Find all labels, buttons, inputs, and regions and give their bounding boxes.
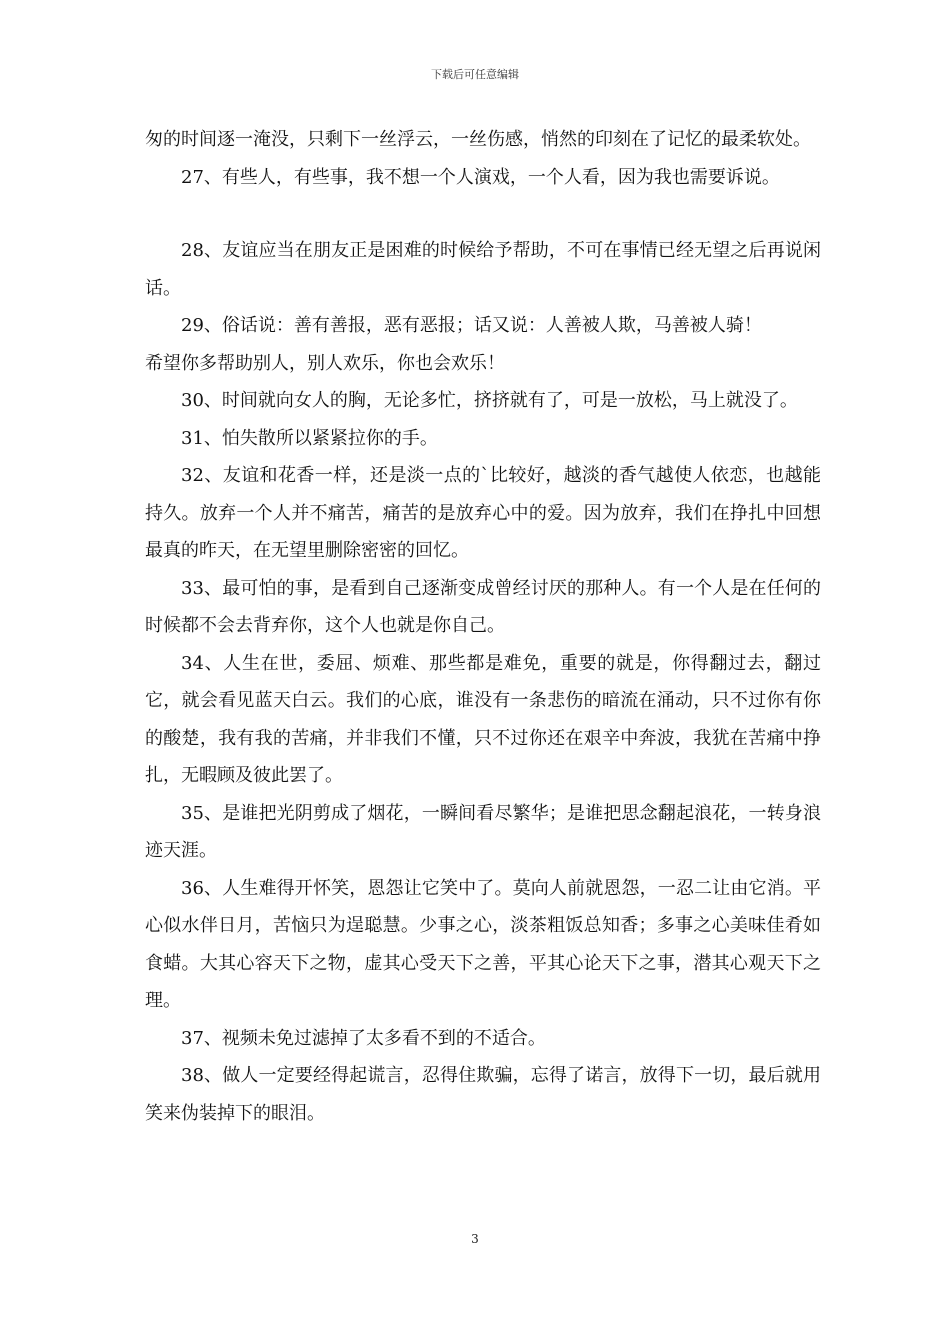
paragraph-29-continuation: 希望你多帮助别人，别人欢乐，你也会欢乐！ [145,352,505,374]
paragraph-28: 28、友谊应当在朋友正是困难的时候给予帮助，不可在事情已经无望之后再说闲话。 [145,240,821,299]
paragraph-33: 33、最可怕的事，是看到自己逐渐变成曾经讨厌的那种人。有一个人是在任何的时候都不会去背弃你，这个人也就是你自己。 [145,577,821,636]
paragraph-36: 36、人生难得开怀笑，恩怨让它笑中了。莫向人前就恩怨，一忍二让由它消。平心似水伴日月，苦恼只为逞聪慧。少事之心，淡茶粗饭总知香；多事之心美味佳肴如食蜡。大其心容天下之物，虚其心受天下之善，平其心论天下之事，潜其心观天下之理。 [145,877,821,1011]
paragraph-31: 31、怕失散所以紧紧拉你的手。 [181,427,438,449]
paragraph-34: 34、人生在世，委屈、烦难、那些都是难免，重要的就是，你得翻过去，翻过它，就会看见蓝天白云。我们的心底，谁没有一条悲伤的暗流在涌动，只不过你有你的酸楚，我有我的苦痛，并非我们不懂，只不过你还在艰辛中奔波，我犹在苦痛中挣扎，无暇顾及彼此罢了。 [145,652,821,786]
paragraph-27: 27、有些人，有些事，我不想一个人演戏，一个人看，因为我也需要诉说。 [181,166,780,188]
document-body [145,121,821,1132]
page-number: 3 [471,1232,479,1246]
paragraph-35: 35、是谁把光阴剪成了烟花，一瞬间看尽繁华；是谁把思念翻起浪花，一转身浪迹天涯。 [145,802,821,861]
paragraph-38: 38、做人一定要经得起谎言，忍得住欺骗，忘得了诺言，放得下一切，最后就用笑来伪装掉下的眼泪。 [145,1065,821,1124]
paragraph-29: 29、俗话说：善有善报，恶有恶报；话又说：人善被人欺，马善被人骑！ [181,315,762,336]
paragraph-37: 37、视频未免过滤掉了太多看不到的不适合。 [181,1027,546,1049]
page-header: 下载后可任意编辑 [431,68,519,81]
paragraph-continuation: 匆的时间逐一淹没，只剩下一丝浮云，一丝伤感，悄然的印刻在了记忆的最柔软处。 [145,129,811,150]
paragraph-30: 30、时间就向女人的胸，无论多忙，挤挤就有了，可是一放松，马上就没了。 [181,390,798,411]
blank-line [145,196,821,232]
paragraph-32: 32、友谊和花香一样，还是淡一点的`比较好，越淡的香气越使人依恋，也越能持久。放弃一个人并不痛苦，痛苦的是放弃心中的爱。因为放弃，我们在挣扎中回想最真的昨天，在无望里删除密密的回忆。 [145,465,821,561]
